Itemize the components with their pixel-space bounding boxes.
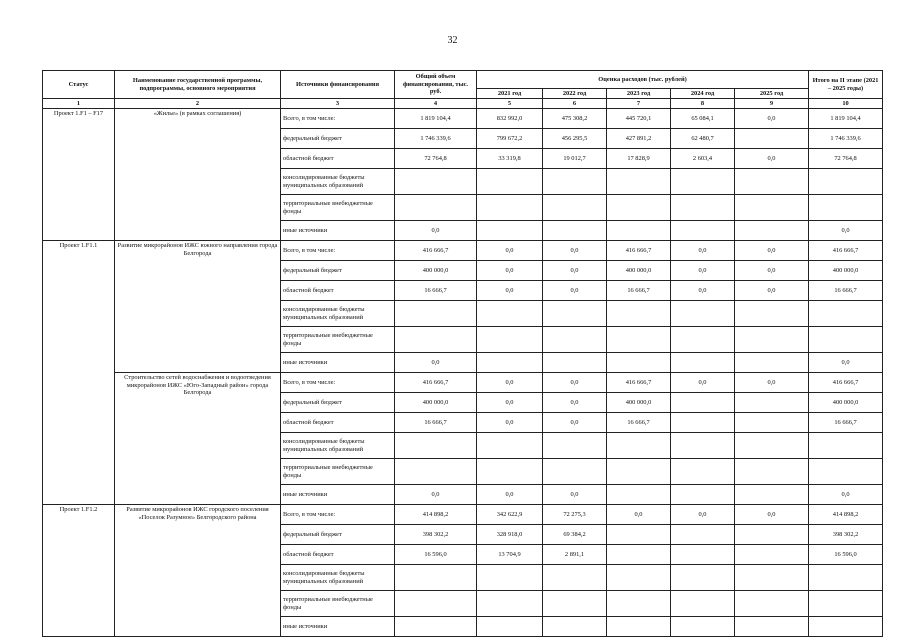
year-value	[543, 169, 607, 195]
project-status: Проект 1.F1 – F17	[43, 109, 115, 241]
year-value	[671, 221, 735, 241]
funding-source: Всего, в том числе:	[281, 505, 395, 525]
year-value	[735, 485, 809, 505]
header-year: 2025 год	[735, 89, 809, 99]
year-value	[607, 169, 671, 195]
year-value: 475 308,2	[543, 109, 607, 129]
year-value	[671, 591, 735, 617]
year-value: 456 295,5	[543, 129, 607, 149]
year-value: 0,0	[477, 485, 543, 505]
year-value: 427 891,2	[607, 129, 671, 149]
column-number: 10	[809, 99, 883, 109]
year-value	[671, 393, 735, 413]
year-value: 0,0	[477, 241, 543, 261]
year-value	[671, 327, 735, 353]
total-value: 416 666,7	[395, 373, 477, 393]
total-value: 0,0	[395, 485, 477, 505]
project-name: Развитие микрорайонов ИЖС городского поселения «Поселок Разумное» Белгородского района	[115, 505, 281, 637]
year-value	[607, 301, 671, 327]
year-value	[607, 617, 671, 637]
total-value: 16 596,0	[395, 545, 477, 565]
year-value	[477, 459, 543, 485]
year-value	[735, 459, 809, 485]
year-value: 0,0	[607, 505, 671, 525]
funding-source: консолидированные бюджеты муниципальных образований	[281, 169, 395, 195]
year-value: 2 603,4	[671, 149, 735, 169]
year-value: 13 704,9	[477, 545, 543, 565]
stage-total-value	[809, 169, 883, 195]
year-value	[735, 565, 809, 591]
stage-total-value: 1 746 339,6	[809, 129, 883, 149]
year-value: 0,0	[735, 149, 809, 169]
funding-source: федеральный бюджет	[281, 129, 395, 149]
year-value	[477, 169, 543, 195]
year-value: 17 828,9	[607, 149, 671, 169]
year-value	[671, 545, 735, 565]
column-number: 8	[671, 99, 735, 109]
year-value: 328 918,0	[477, 525, 543, 545]
header-name: Наименование государственной программы, подпрограммы, основного мероприятия	[115, 71, 281, 99]
funding-source: территориальные внебюджетные фонды	[281, 591, 395, 617]
funding-source: областной бюджет	[281, 281, 395, 301]
year-value	[735, 195, 809, 221]
year-value	[477, 617, 543, 637]
year-value: 799 672,2	[477, 129, 543, 149]
year-value	[477, 301, 543, 327]
stage-total-value	[809, 617, 883, 637]
header-year: 2023 год	[607, 89, 671, 99]
year-value: 832 992,0	[477, 109, 543, 129]
table-row	[43, 109, 883, 129]
year-value: 416 666,7	[607, 373, 671, 393]
year-value	[671, 413, 735, 433]
year-value	[543, 221, 607, 241]
year-value: 65 084,1	[671, 109, 735, 129]
total-value	[395, 591, 477, 617]
page-number: 32	[447, 35, 458, 46]
total-value	[395, 617, 477, 637]
stage-total-value	[809, 565, 883, 591]
total-value: 16 666,7	[395, 281, 477, 301]
budget-table	[42, 70, 883, 637]
year-value: 33 319,8	[477, 149, 543, 169]
column-number: 4	[395, 99, 477, 109]
year-value: 2 891,1	[543, 545, 607, 565]
year-value: 0,0	[735, 241, 809, 261]
year-value	[543, 433, 607, 459]
year-value: 0,0	[543, 281, 607, 301]
total-value: 1 746 339,6	[395, 129, 477, 149]
year-value: 416 666,7	[607, 241, 671, 261]
stage-total-value	[809, 459, 883, 485]
funding-source: консолидированные бюджеты муниципальных образований	[281, 301, 395, 327]
year-value: 0,0	[543, 413, 607, 433]
funding-source: областной бюджет	[281, 149, 395, 169]
total-value: 1 819 104,4	[395, 109, 477, 129]
year-value: 19 012,7	[543, 149, 607, 169]
stage-total-value: 416 666,7	[809, 373, 883, 393]
stage-total-value: 416 666,7	[809, 241, 883, 261]
year-value	[607, 485, 671, 505]
year-value	[671, 565, 735, 591]
stage-total-value: 400 000,0	[809, 261, 883, 281]
year-value	[735, 591, 809, 617]
project-name: «Жилье» (в рамках соглашения)	[115, 109, 281, 241]
funding-source: территориальные внебюджетные фонды	[281, 327, 395, 353]
table-row	[43, 505, 883, 525]
year-value	[477, 353, 543, 373]
funding-source: областной бюджет	[281, 413, 395, 433]
funding-source: областной бюджет	[281, 545, 395, 565]
year-value: 0,0	[543, 485, 607, 505]
year-value: 0,0	[477, 413, 543, 433]
year-value	[607, 327, 671, 353]
year-value: 16 666,7	[607, 413, 671, 433]
total-value: 0,0	[395, 353, 477, 373]
year-value: 0,0	[735, 109, 809, 129]
header-source: Источники финансирования	[281, 71, 395, 99]
year-value	[671, 433, 735, 459]
stage-total-value: 1 819 104,4	[809, 109, 883, 129]
funding-source: федеральный бюджет	[281, 261, 395, 281]
year-value	[735, 617, 809, 637]
column-number: 2	[115, 99, 281, 109]
year-value	[477, 327, 543, 353]
column-number: 9	[735, 99, 809, 109]
year-value: 445 720,1	[607, 109, 671, 129]
year-value: 400 000,0	[607, 393, 671, 413]
stage-total-value: 0,0	[809, 353, 883, 373]
stage-total-value	[809, 301, 883, 327]
year-value	[671, 353, 735, 373]
year-value: 0,0	[671, 505, 735, 525]
year-value: 0,0	[735, 261, 809, 281]
year-value	[735, 413, 809, 433]
funding-source: иные источники	[281, 221, 395, 241]
budget-table-body	[43, 109, 883, 637]
total-value: 398 302,2	[395, 525, 477, 545]
total-value: 400 000,0	[395, 261, 477, 281]
year-value: 0,0	[671, 281, 735, 301]
stage-total-value: 0,0	[809, 221, 883, 241]
year-value	[543, 327, 607, 353]
year-value	[735, 169, 809, 195]
year-value	[735, 393, 809, 413]
stage-total-value: 0,0	[809, 485, 883, 505]
year-value	[607, 545, 671, 565]
year-value: 0,0	[477, 393, 543, 413]
funding-source: федеральный бюджет	[281, 525, 395, 545]
year-value	[543, 617, 607, 637]
table-row	[43, 241, 883, 261]
year-value: 0,0	[735, 373, 809, 393]
stage-total-value: 72 764,8	[809, 149, 883, 169]
funding-source: территориальные внебюджетные фонды	[281, 195, 395, 221]
year-value	[607, 221, 671, 241]
header-status: Статус	[43, 71, 115, 99]
funding-source: Всего, в том числе:	[281, 241, 395, 261]
project-status: Проект 1.F1.1	[43, 241, 115, 505]
year-value: 0,0	[735, 505, 809, 525]
year-value	[735, 353, 809, 373]
column-number: 6	[543, 99, 607, 109]
year-value	[671, 459, 735, 485]
year-value	[735, 221, 809, 241]
header-year: 2021 год	[477, 89, 543, 99]
total-value: 400 000,0	[395, 393, 477, 413]
stage-total-value: 400 000,0	[809, 393, 883, 413]
year-value	[607, 353, 671, 373]
total-value: 0,0	[395, 221, 477, 241]
year-value: 0,0	[477, 373, 543, 393]
year-value: 69 384,2	[543, 525, 607, 545]
header-stage-total: Итого на II этапе (2021 – 2025 годы)	[809, 71, 883, 99]
year-value: 400 000,0	[607, 261, 671, 281]
header-year: 2024 год	[671, 89, 735, 99]
stage-total-value: 16 666,7	[809, 413, 883, 433]
funding-source: Всего, в том числе:	[281, 109, 395, 129]
year-value	[671, 617, 735, 637]
year-value: 16 666,7	[607, 281, 671, 301]
year-value: 62 480,7	[671, 129, 735, 149]
year-value	[477, 433, 543, 459]
funding-source: федеральный бюджет	[281, 393, 395, 413]
year-value: 342 622,9	[477, 505, 543, 525]
year-value	[607, 195, 671, 221]
year-value	[543, 353, 607, 373]
stage-total-value: 16 666,7	[809, 281, 883, 301]
year-value: 0,0	[543, 241, 607, 261]
table-row	[43, 373, 883, 393]
year-value	[735, 525, 809, 545]
year-value: 0,0	[671, 373, 735, 393]
funding-source: Всего, в том числе:	[281, 373, 395, 393]
year-value: 0,0	[543, 373, 607, 393]
stage-total-value: 398 302,2	[809, 525, 883, 545]
column-number: 3	[281, 99, 395, 109]
total-value	[395, 301, 477, 327]
year-value	[543, 195, 607, 221]
total-value	[395, 433, 477, 459]
funding-source: консолидированные бюджеты муниципальных образований	[281, 433, 395, 459]
header-total: Общий объем финансирования, тыс. руб.	[395, 71, 477, 99]
year-value	[671, 301, 735, 327]
year-value	[735, 327, 809, 353]
year-value: 0,0	[477, 281, 543, 301]
year-value	[735, 301, 809, 327]
year-value	[735, 129, 809, 149]
total-value: 72 764,8	[395, 149, 477, 169]
project-name: Развитие микрорайонов ИЖС южного направления города Белгорода	[115, 241, 281, 373]
total-value	[395, 195, 477, 221]
year-value	[607, 525, 671, 545]
year-value	[671, 169, 735, 195]
header-year: 2022 год	[543, 89, 607, 99]
total-value	[395, 459, 477, 485]
year-value	[543, 565, 607, 591]
year-value	[735, 433, 809, 459]
project-name: Строительство сетей водоснабжения и водоотведения микрорайонов ИЖС «Юго-Западный район» города Белгорода	[115, 373, 281, 505]
year-value	[671, 485, 735, 505]
year-value: 0,0	[543, 393, 607, 413]
stage-total-value	[809, 195, 883, 221]
year-value	[735, 545, 809, 565]
year-value: 0,0	[543, 261, 607, 281]
stage-total-value	[809, 591, 883, 617]
year-value: 0,0	[477, 261, 543, 281]
total-value: 16 666,7	[395, 413, 477, 433]
year-value	[477, 195, 543, 221]
year-value	[543, 591, 607, 617]
stage-total-value: 414 898,2	[809, 505, 883, 525]
year-value: 72 275,3	[543, 505, 607, 525]
column-number: 1	[43, 99, 115, 109]
funding-source: иные источники	[281, 617, 395, 637]
year-value: 0,0	[671, 241, 735, 261]
year-value	[607, 591, 671, 617]
year-value	[543, 459, 607, 485]
funding-source: иные источники	[281, 485, 395, 505]
total-value	[395, 327, 477, 353]
column-number: 7	[607, 99, 671, 109]
total-value: 414 898,2	[395, 505, 477, 525]
total-value	[395, 169, 477, 195]
stage-total-value	[809, 433, 883, 459]
year-value	[477, 591, 543, 617]
funding-source: территориальные внебюджетные фонды	[281, 459, 395, 485]
total-value	[395, 565, 477, 591]
year-value: 0,0	[671, 261, 735, 281]
year-value	[607, 459, 671, 485]
funding-source: иные источники	[281, 353, 395, 373]
year-value	[671, 195, 735, 221]
year-value: 0,0	[735, 281, 809, 301]
column-number: 5	[477, 99, 543, 109]
year-value	[477, 565, 543, 591]
total-value: 416 666,7	[395, 241, 477, 261]
header-estimate: Оценка расходов (тыс. рублей)	[477, 71, 809, 89]
stage-total-value: 16 596,0	[809, 545, 883, 565]
year-value	[671, 525, 735, 545]
year-value	[607, 565, 671, 591]
year-value	[543, 301, 607, 327]
stage-total-value	[809, 327, 883, 353]
year-value	[607, 433, 671, 459]
year-value	[477, 221, 543, 241]
funding-source: консолидированные бюджеты муниципальных образований	[281, 565, 395, 591]
project-status: Проект 1.F1.2	[43, 505, 115, 637]
